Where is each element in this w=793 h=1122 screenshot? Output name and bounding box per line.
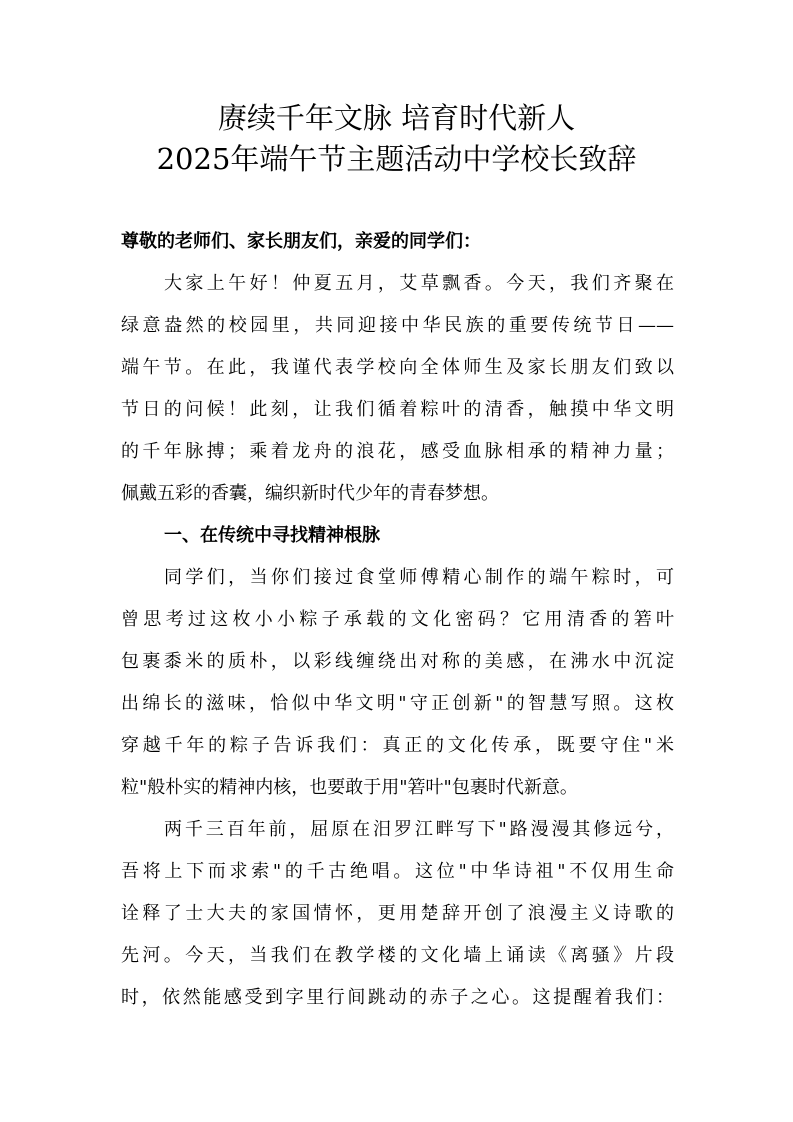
paragraph-line: 粒"般朴实的精神内核，也要敢于用"箬叶"包裹时代新意。 [121,777,578,798]
section-heading: 一、在传统中寻找精神根脉 [164,525,380,546]
paragraph-line: 包裹黍米的质朴，以彩线缠绕出对称的美感，在沸水中沉淀 [121,651,674,672]
paragraph-line: 出绵长的滋味，恰似中华文明"守正创新"的智慧写照。这枚 [121,693,674,714]
paragraph-line: 佩戴五彩的香囊，编织新时代少年的青春梦想。 [121,483,499,504]
paragraph-line: 穿越千年的粽子告诉我们：真正的文化传承，既要守住"米 [121,735,674,756]
document-title-line-2: 2025年端午节主题活动中学校长致辞 [156,142,637,176]
paragraph-line: 诠释了士大夫的家国情怀，更用楚辞开创了浪漫主义诗歌的 [121,903,674,924]
paragraph-line: 吾将上下而求索"的千古绝唱。这位"中华诗祖"不仅用生命 [121,861,674,882]
paragraph-line: 先河。今天，当我们在教学楼的文化墙上诵读《离骚》片段 [121,945,674,966]
paragraph-line: 两千三百年前，屈原在汨罗江畔写下"路漫漫其修远兮， [164,819,674,840]
document-title-line-1: 赓续千年文脉 培育时代新人 [217,101,576,135]
paragraph-line: 同学们，当你们接过食堂师傅精心制作的端午粽时，可 [164,567,674,588]
paragraph-line: 大家上午好！仲夏五月，艾草飘香。今天，我们齐聚在 [164,273,674,294]
paragraph-line: 的千年脉搏；乘着龙舟的浪花，感受血脉相承的精神力量； [121,441,674,462]
paragraph-line: 绿意盎然的校园里，共同迎接中华民族的重要传统节日—— [121,315,674,336]
salutation: 尊敬的老师们、家长朋友们，亲爱的同学们： [121,231,481,252]
paragraph-line: 节日的问候！此刻，让我们循着粽叶的清香，触摸中华文明 [121,399,674,420]
paragraph-line: 时，依然能感受到字里行间跳动的赤子之心。这提醒着我们： [121,987,674,1008]
paragraph-line: 端午节。在此，我谨代表学校向全体师生及家长朋友们致以 [121,357,674,378]
paragraph-line: 曾思考过这枚小小粽子承载的文化密码？它用清香的箬叶 [121,609,674,630]
